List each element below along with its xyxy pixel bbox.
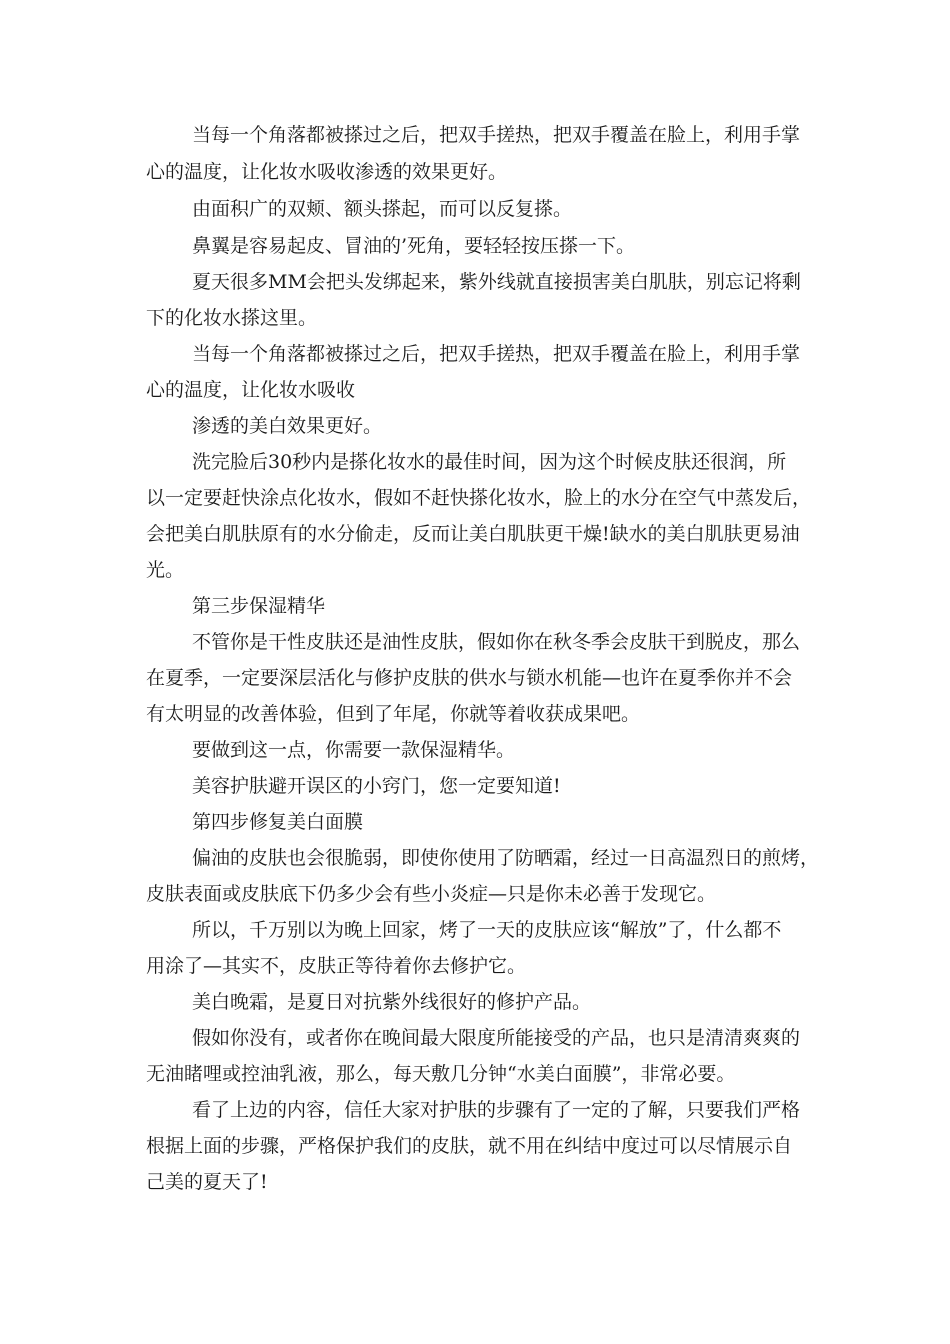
text-line: 有太明显的改善体验，但到了年尾，你就等着收获成果吧。	[146, 703, 641, 725]
text-line: 不管你是干性皮肤还是油性皮肤，假如你在秋冬季会皮肤干到脱皮，那么	[192, 631, 801, 653]
text-line: 当每一个角落都被搽过之后，把双手搓热，把双手覆盖在脸上，利用手掌	[192, 343, 801, 365]
text-line: 由面积广的双颊、额头搽起，而可以反复搽。	[192, 198, 573, 220]
text-line: 所以，千万别以为晚上回家，烤了一天的皮肤应该“解放”了，什么都不	[192, 919, 782, 941]
text-line: 美容护肤避开误区的小窍门，您一定要知道!	[192, 775, 561, 797]
text-line: 己美的夏天了!	[146, 1171, 268, 1193]
text-line: 光。	[146, 559, 185, 581]
text-line: 心的温度，让化妆水吸收渗透的效果更好。	[146, 161, 508, 183]
text-line: 洗完脸后30秒内是搽化妆水的最佳时间，因为这个时候皮肤还很润，所	[192, 451, 787, 473]
text-line: 在夏季，一定要深层活化与修护皮肤的供水与锁水机能—也许在夏季你并不会	[146, 667, 793, 689]
text-line: 假如你没有，或者你在晚间最大限度所能接受的产品，也只是清清爽爽的	[192, 1027, 801, 1049]
text-line: 看了上边的内容，信任大家对护肤的步骤有了一定的了解，只要我们严格	[192, 1099, 801, 1121]
text-line: 夏天很多MM会把头发绑起来，紫外线就直接损害美白肌肤，别忘记将剩	[192, 271, 801, 293]
text-line: 偏油的皮肤也会很脆弱，即使你使用了防晒霜，经过一日高温烈日的煎烤，	[192, 847, 820, 869]
text-line: 美白晚霜，是夏日对抗紫外线很好的修护产品。	[192, 991, 592, 1013]
text-line: 皮肤表面或皮肤底下仍多少会有些小炎症—只是你未必善于发现它。	[146, 883, 717, 905]
text-line: 用涂了—其实不，皮肤正等待着你去修护它。	[146, 955, 527, 977]
text-line: 根据上面的步骤，严格保护我们的皮肤，就不用在纠结中度过可以尽情展示自	[146, 1135, 793, 1157]
text-line: 以一定要赶快涂点化妆水，假如不赶快搽化妆水，脸上的水分在空气中蒸发后，	[146, 487, 812, 509]
section-heading: 第四步修复美白面膜	[192, 811, 364, 833]
text-line: 当每一个角落都被搽过之后，把双手搓热，把双手覆盖在脸上，利用手掌	[192, 124, 801, 146]
text-line: 鼻翼是容易起皮、冒油的’死角，要轻轻按压搽一下。	[192, 235, 636, 257]
section-heading: 第三步保湿精华	[192, 595, 326, 617]
text-line: 要做到这一点，你需要一款保湿精华。	[192, 739, 516, 761]
text-line: 会把美白肌肤原有的水分偷走，反而让美白肌肤更干燥!缺水的美白肌肤更易油	[146, 523, 800, 545]
text-line: 无油睹哩或控油乳液，那么，每天敷几分钟“水美白面膜”，非常必要。	[146, 1063, 736, 1085]
text-line: 心的温度，让化妆水吸收	[146, 379, 356, 401]
text-line: 下的化妆水搽这里。	[146, 307, 318, 329]
text-line: 渗透的美白效果更好。	[192, 415, 383, 437]
